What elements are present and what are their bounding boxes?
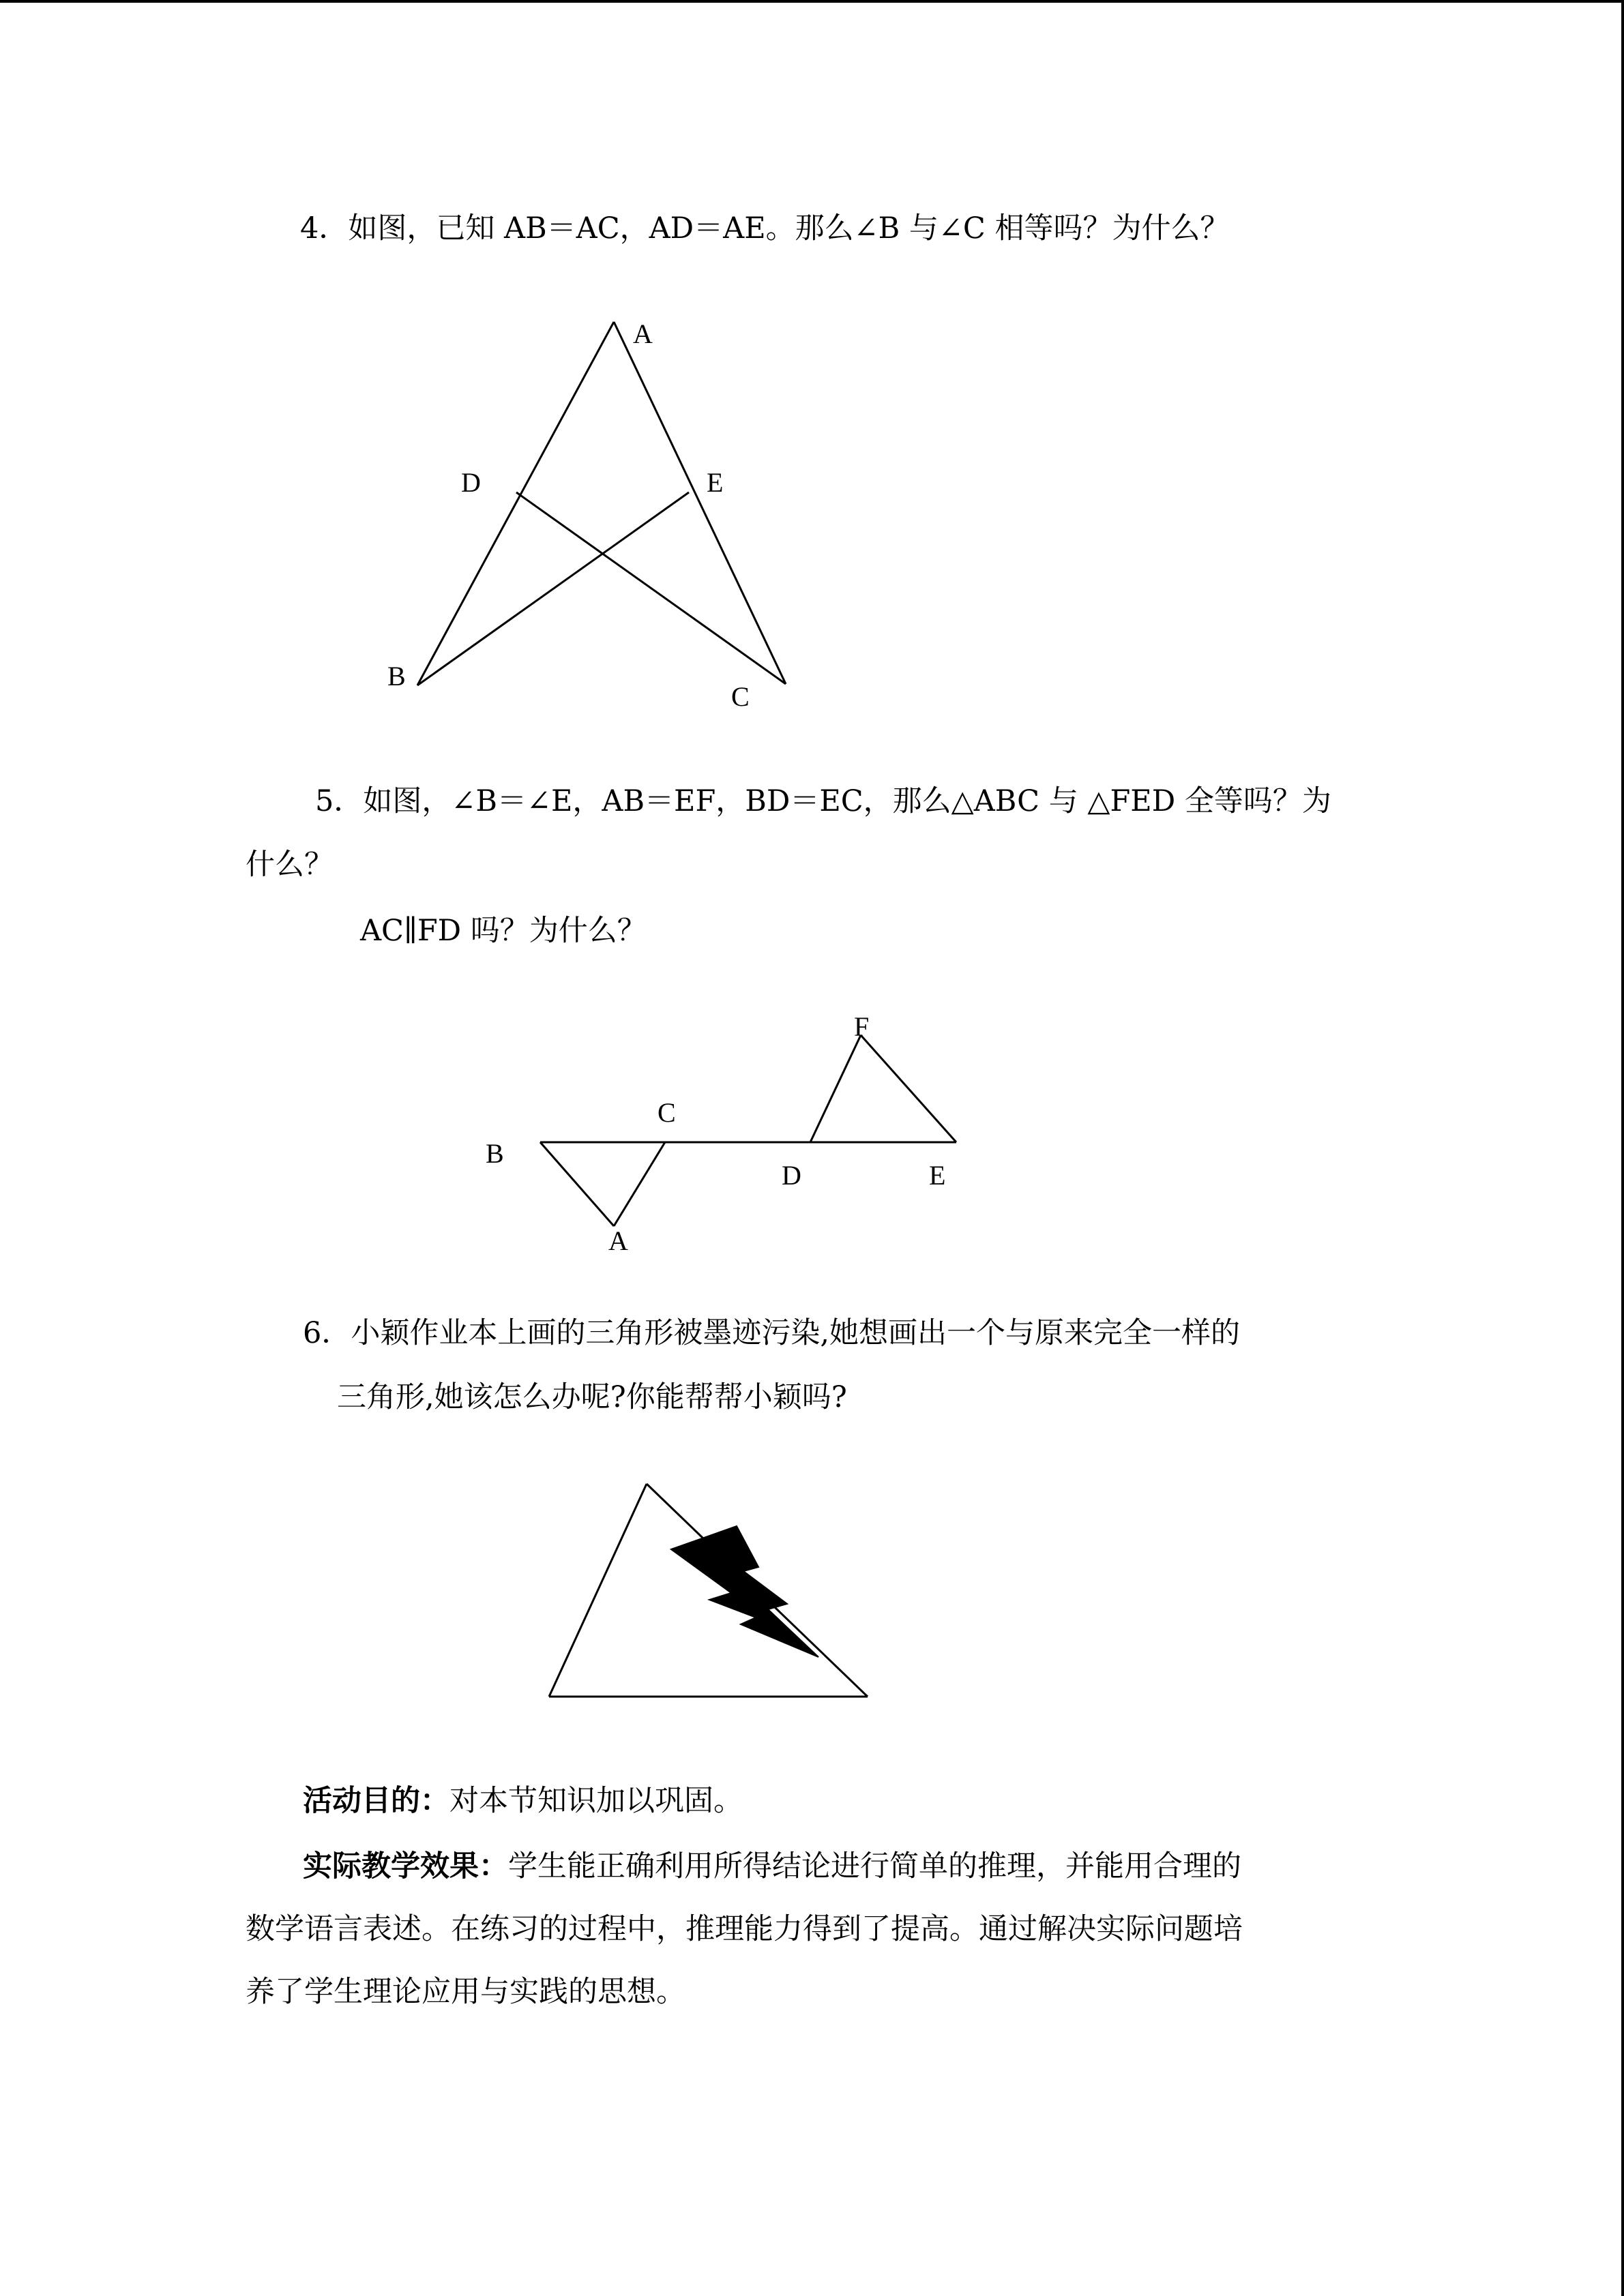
p4-label-e: E <box>707 467 724 498</box>
problem-4-text: 4．如图，已知 AB＝AC，AD＝AE。那么∠B 与∠C 相等吗？为什么？ <box>300 211 1230 245</box>
p5-label-f: F <box>854 1011 870 1042</box>
activity-effect-line2: 数学语言表述。在练习的过程中，推理能力得到了提高。通过解决实际问题培 <box>246 1912 1243 1946</box>
ink-blot-shape <box>671 1526 818 1657</box>
purpose-text: 对本节知识加以巩固。 <box>449 1784 743 1818</box>
activity-effect-line1 <box>303 1849 1241 1885</box>
problem-6-line2: 三角形,她该怎么办呢?你能帮帮小颖吗? <box>337 1380 847 1414</box>
p4-label-c: C <box>731 681 750 712</box>
effect-label: 实际教学效果： <box>303 1849 508 1883</box>
effect-text-1: 学生能正确利用所得结论进行简单的推理，并能用合理的 <box>508 1849 1241 1883</box>
p5-label-c: C <box>658 1097 676 1128</box>
problem-6-line1: 6．小颖作业本上画的三角形被墨迹污染,她想画出一个与原来完全一样的 <box>303 1316 1241 1350</box>
p5-label-b: B <box>486 1138 504 1169</box>
p5-label-e: E <box>929 1160 946 1191</box>
p5-label-a: A <box>608 1225 628 1256</box>
purpose-label: 活动目的： <box>303 1784 449 1818</box>
problem-5-line2: 什么？ <box>246 848 334 882</box>
p4-label-b: B <box>387 661 406 691</box>
activity-purpose <box>303 1784 743 1819</box>
problem-5-line1: 5．如图，∠B＝∠E，AB＝EF，BD＝EC，那么△ABC 与 △FED 全等吗？为 <box>315 784 1331 818</box>
triangle-left-side <box>549 1484 647 1697</box>
problem-5-line3: AC∥FD 吗？为什么？ <box>360 914 647 948</box>
p4-label-a: A <box>633 318 653 349</box>
p5-label-d: D <box>782 1160 801 1191</box>
activity-effect-line3: 养了学生理论应用与实践的思想。 <box>246 1975 685 2009</box>
p4-label-d: D <box>461 467 481 498</box>
